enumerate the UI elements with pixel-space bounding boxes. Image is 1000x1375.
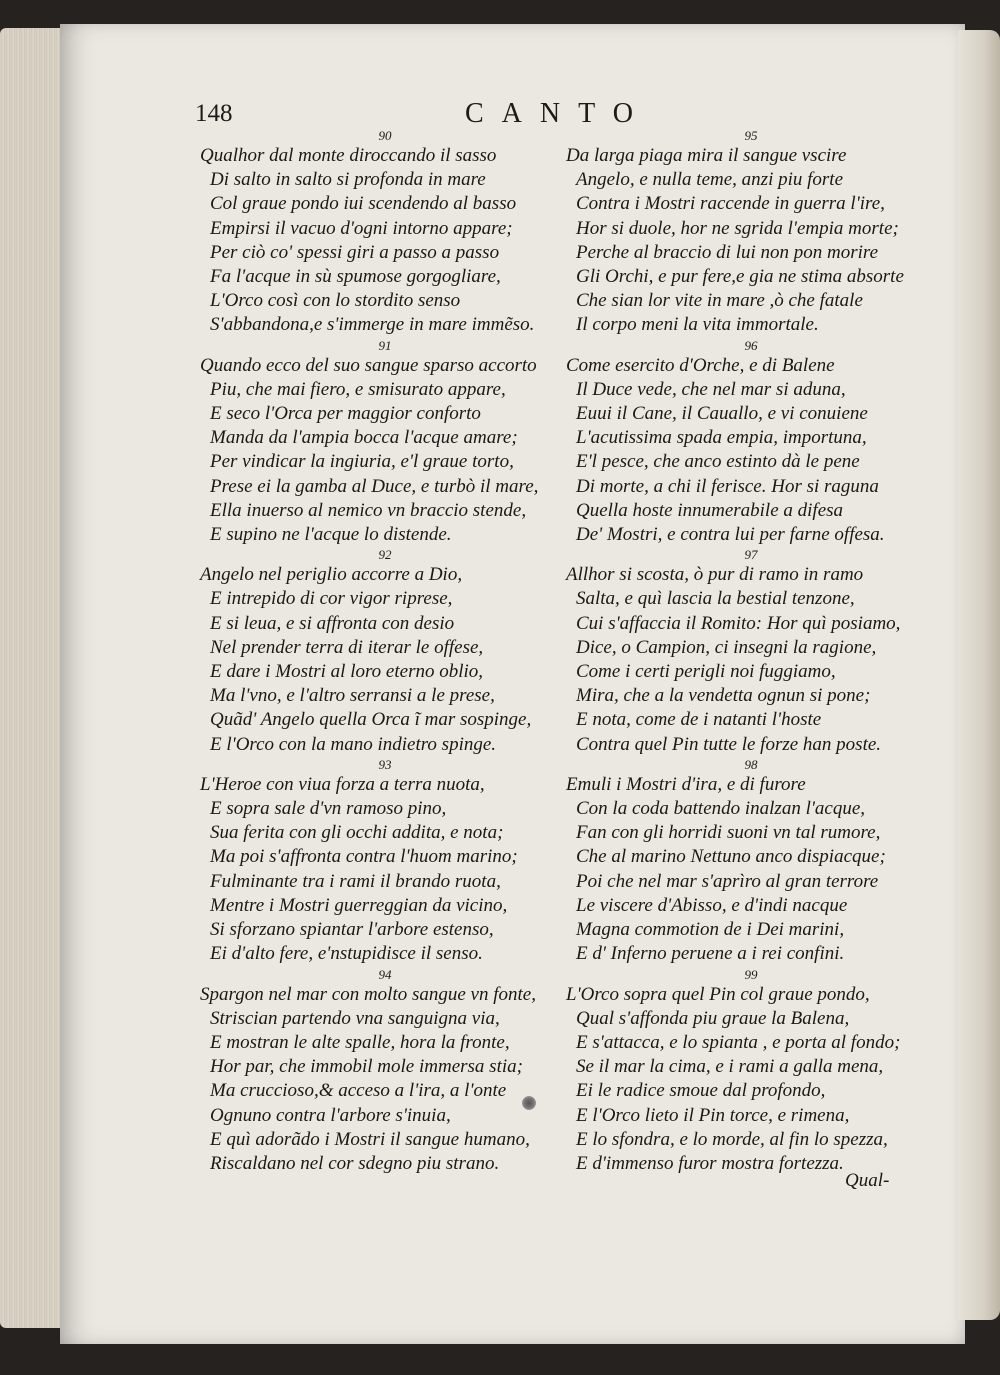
verse-line: Prese ei la gamba al Duce, e turbò il mare, [210, 475, 539, 497]
stanza [566, 967, 936, 1177]
verse-line: Gli Orchi, e pur fere,e gia ne stima absorte [576, 266, 904, 288]
verse-line: E intrepido di cor vigor riprese, [210, 588, 453, 610]
verse-line: Le viscere d'Abisso, e d'indi nacque [576, 894, 848, 916]
right-column [566, 128, 936, 1176]
verse-line: Che al marino Nettuno anco dispiacque; [576, 846, 886, 868]
verse-line: E supino ne l'acque lo distende. [210, 524, 452, 546]
verse-line: Fan con gli horridi suoni vn tal rumore, [576, 822, 881, 844]
verse-line: L'Orco così con lo stordito senso [210, 290, 461, 312]
stanza-number: 99 [744, 966, 758, 982]
verse-line: Quãd' Angelo quella Orca ĩ mar sospinge, [210, 709, 532, 731]
verse-line: Euui il Cane, il Cauallo, e vi conuiene [576, 403, 868, 425]
verse-line: Magna commotion de i Dei marini, [576, 919, 845, 941]
stanza-number: 93 [378, 756, 392, 772]
stanza [200, 757, 570, 967]
verse-line: E nota, come de i natanti l'hoste [576, 709, 822, 731]
verse-line: Ei d'alto fere, e'nstupidisce il senso. [210, 943, 483, 965]
verse-line: E'l pesce, che anco estinto dà le pene [576, 451, 860, 473]
verse-line: Angelo, e nulla teme, anzi piu forte [576, 169, 844, 191]
stanza-number: 91 [378, 337, 392, 353]
verse-line: Quando ecco del suo sangue sparso accorto [200, 354, 537, 376]
verse-line: Ma cruccioso,& acceso a l'ira, a l'onte [210, 1080, 507, 1102]
verse-line: E d' Inferno peruene a i rei confini. [576, 943, 845, 965]
stanza [566, 338, 936, 548]
verse-line: Come i certi perigli noi fuggiamo, [576, 661, 836, 683]
verse-line: Da larga piaga mira il sangue vscire [566, 145, 847, 166]
verse-line: L'Orco sopra quel Pin col graue pondo, [566, 983, 870, 1005]
stanza [566, 757, 936, 967]
verse-line: Quella hoste innumerabile a difesa [576, 499, 844, 521]
verse-line: E seco l'Orca per maggior conforto [210, 403, 481, 425]
stanza-number: 98 [744, 756, 758, 772]
verse-line: Qual s'affonda piu graue la Balena, [576, 1007, 850, 1029]
verse-line: S'abbandona,e s'immerge in mare immẽso. [210, 314, 535, 336]
catchword: Qual- [845, 1170, 890, 1191]
stanza-number: 95 [744, 128, 758, 143]
verse-line: E lo sfondra, e lo morde, al fin lo spezza, [576, 1128, 888, 1150]
verse-line: Hor si duole, hor ne sgrida l'empia morte; [576, 217, 899, 239]
verse-line: E sopra sale d'vn ramoso pino, [210, 798, 447, 820]
verse-line: Se il mar la cima, e i rami a galla mena, [576, 1056, 884, 1078]
verse-line: E l'Orco lieto il Pin torce, e rimena, [576, 1104, 850, 1126]
verse-line: Contra quel Pin tutte le forze han poste. [576, 733, 882, 755]
stanza [200, 338, 570, 548]
verse-line: Qualhor dal monte diroccando il sasso [200, 145, 497, 166]
verse-line: L'Heroe con viua forza a terra nuota, [200, 773, 485, 795]
verse-line: Fa l'acque in sù spumose gorgogliare, [210, 266, 501, 288]
verse-line: Col graue pondo iui scendendo al basso [210, 193, 517, 215]
verse-line: E l'Orco con la mano indietro spinge. [210, 733, 497, 755]
verse-line: Angelo nel periglio accorre a Dio, [200, 564, 463, 586]
ink-blot [522, 1096, 536, 1110]
verse-line: E dare i Mostri al loro eterno oblio, [210, 661, 484, 683]
verse-line: E d'immenso furor mostra fortezza. [576, 1152, 844, 1174]
verse-line: Dice, o Campion, ci insegni la ragione, [576, 636, 877, 658]
stanza-number: 94 [378, 966, 392, 982]
verse-line: Ma poi s'affronta contra l'huom marino; [210, 846, 518, 868]
verse-line: Emuli i Mostri d'ira, e di furore [566, 773, 806, 795]
stanza-number: 92 [378, 547, 392, 563]
stanza [200, 967, 570, 1177]
verse-line: Come esercito d'Orche, e di Balene [566, 354, 835, 376]
facing-page-edge [958, 30, 1000, 1320]
verse-line: Hor par, che immobil mole immersa stia; [210, 1056, 523, 1078]
verse-line: Sua ferita con gli occhi addita, e nota; [210, 822, 504, 844]
page-number: 148 [195, 100, 233, 127]
verse-line: Perche al braccio di lui non pon morire [576, 241, 879, 263]
verse-line: Contra i Mostri raccende in guerra l'ire, [576, 193, 885, 215]
verse-line: Empirsi il vacuo d'ogni intorno appare; [210, 217, 513, 239]
stanza [200, 128, 570, 338]
verse-line: Striscian partendo vna sanguigna via, [210, 1007, 500, 1029]
verse-line: Mira, che a la vendetta ognun si pone; [576, 685, 871, 707]
verse-line: Si sforzano spiantar l'arbore estenso, [210, 919, 494, 941]
verse-line: Di salto in salto si profonda in mare [210, 169, 486, 191]
verse-line: E quì adorãdo i Mostri il sangue humano, [210, 1128, 530, 1150]
stanza [200, 547, 570, 757]
verse-line: Cui s'affaccia il Romito: Hor quì posiamo, [576, 612, 901, 634]
verse-line: Mentre i Mostri guerreggian da vicino, [210, 894, 508, 916]
verse-line: De' Mostri, e contra lui per farne offesa. [576, 524, 885, 546]
verse-line: E mostran le alte spalle, hora la fronte, [210, 1031, 510, 1053]
verse-line: Ella inuerso al nemico vn braccio stende, [210, 499, 527, 521]
stanza [566, 547, 936, 757]
running-head: CANTO [465, 98, 651, 129]
verse-line: Allhor si scosta, ò pur di ramo in ramo [566, 564, 864, 586]
verse-line: Il corpo meni la vita immortale. [576, 314, 819, 336]
verse-line: Che sian lor vite in mare ,ò che fatale [576, 290, 863, 312]
verse-line: Piu, che mai fiero, e smisurato appare, [210, 378, 506, 400]
verse-line: Salta, e quì lascia la bestial tenzone, [576, 588, 855, 610]
verse-line: Con la coda battendo inalzan l'acque, [576, 798, 866, 820]
verse-line: Manda da l'ampia bocca l'acque amare; [210, 427, 518, 449]
verse-line: Ei le radice smoue dal profondo, [576, 1080, 826, 1102]
verse-line: L'acutissima spada empia, importuna, [576, 427, 867, 449]
verse-line: Per ciò co' spessi giri a passo a passo [210, 241, 500, 263]
verse-line: Spargon nel mar con molto sangue vn fonte, [200, 983, 536, 1005]
stanza-number: 96 [744, 337, 758, 353]
stanza-number: 97 [744, 547, 758, 563]
verse-line: Di morte, a chi il ferisce. Hor si raguna [576, 475, 879, 497]
verse-line: Ma l'vno, e l'altro serransi a le prese, [210, 685, 495, 707]
left-column [200, 128, 570, 1176]
verse-line: E s'attacca, e lo spianta , e porta al fondo; [576, 1031, 901, 1053]
stanza [566, 128, 936, 338]
verse-line: Nel prender terra di iterar le offese, [210, 636, 484, 658]
stanza-number: 90 [378, 128, 392, 143]
verse-line: Fulminante tra i rami il brando ruota, [210, 870, 501, 892]
verse-line: Riscaldano nel cor sdegno piu strano. [210, 1152, 500, 1174]
verse-line: E si leua, e si affronta con desio [210, 612, 455, 634]
verse-line: Il Duce vede, che nel mar si aduna, [576, 378, 846, 400]
verse-line: Ognuno contra l'arbore s'inuia, [210, 1104, 451, 1126]
verse-line: Per vindicar la ingiuria, e'l graue torto, [210, 451, 514, 473]
verse-line: Poi che nel mar s'aprìro al gran terrore [576, 870, 879, 892]
